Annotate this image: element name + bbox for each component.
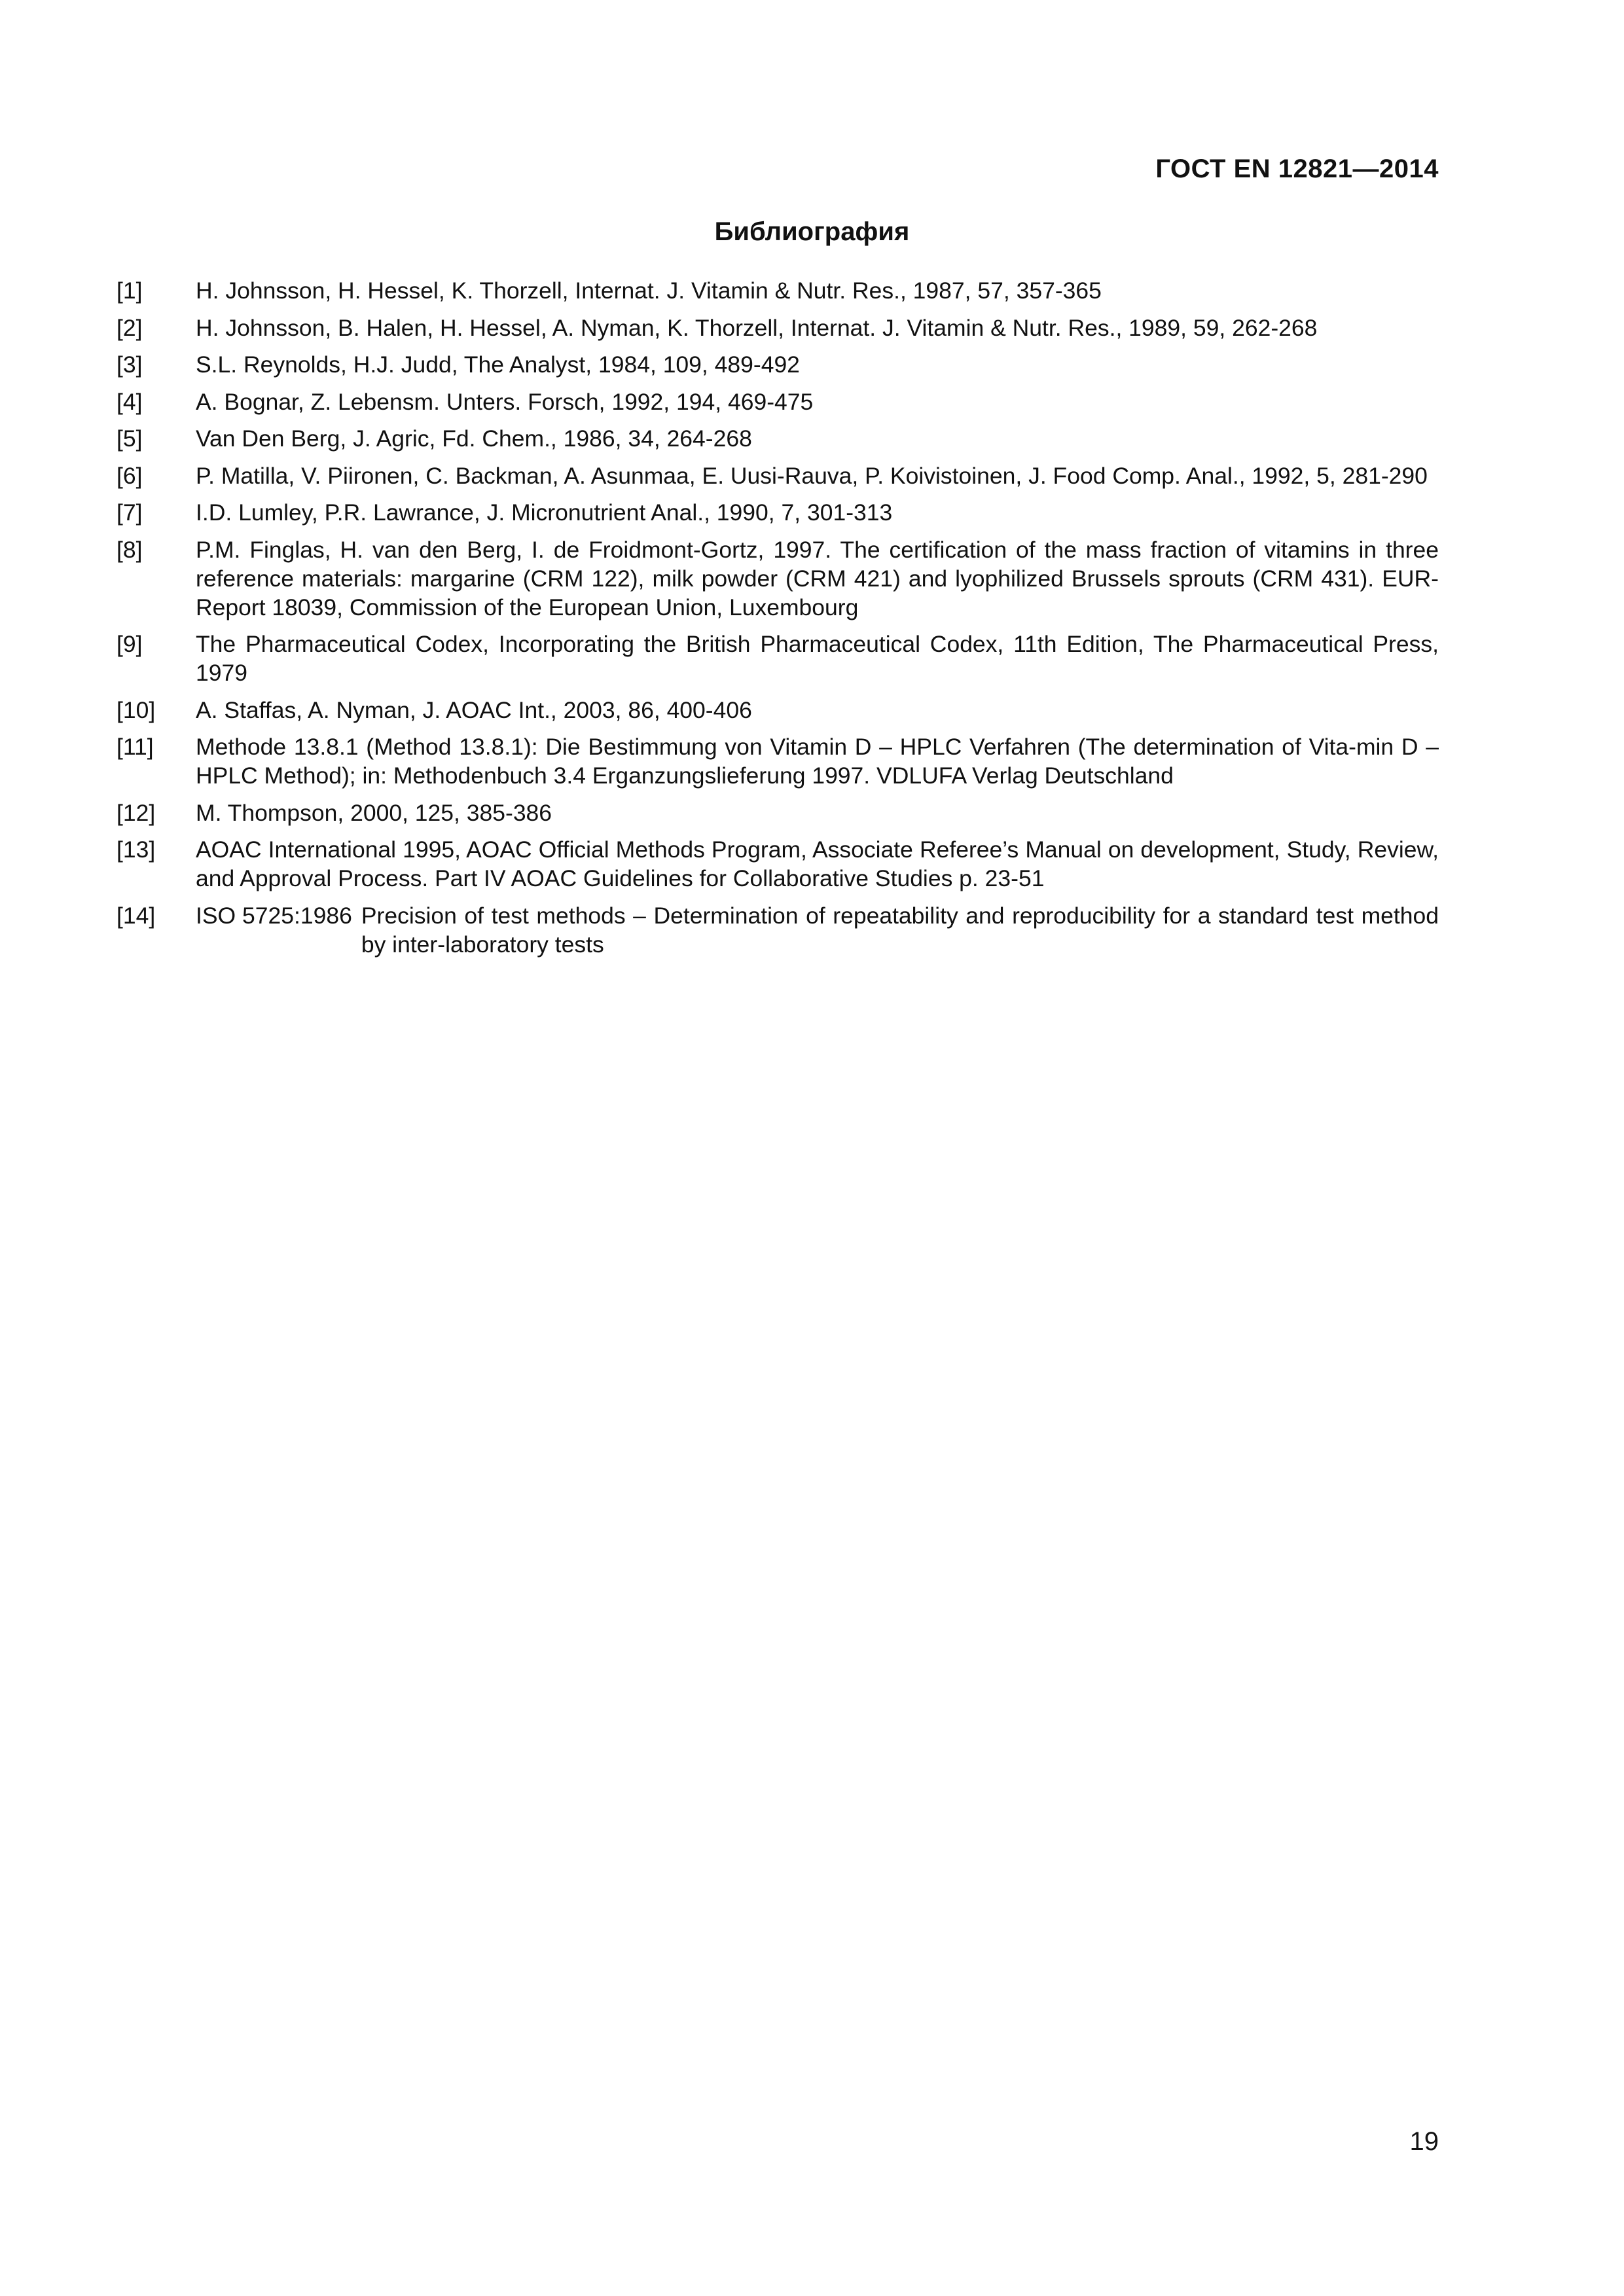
- reference-text: S.L. Reynolds, H.J. Judd, The Analyst, 1984, 109, 489-492: [196, 351, 800, 378]
- reference-number: [14]: [117, 902, 156, 929]
- bibliography-entry: [117, 314, 1439, 342]
- reference-number: [10]: [117, 696, 156, 723]
- reference-text: AOAC International 1995, AOAC Official Methods Program, Associate Referee’s Manual on development, Study, Review, and Approval Process. Part IV AOAC Guidelines for Collaborative Studies p. 23-51: [196, 836, 1439, 891]
- reference-text: [196, 901, 1439, 959]
- bibliography-entry: [117, 798, 1439, 827]
- bibliography-entry: [117, 350, 1439, 379]
- bibliography-entry: [117, 696, 1439, 725]
- bibliography-entry: [117, 732, 1439, 790]
- reference-number: [7]: [117, 499, 143, 526]
- reference-number: [12]: [117, 799, 156, 826]
- reference-text: A. Bognar, Z. Lebensm. Unters. Forsch, 1992, 194, 469-475: [196, 388, 814, 415]
- bibliography-title: Библиография: [714, 217, 910, 246]
- bibliography-entry: [117, 424, 1439, 453]
- iso-standard-code: ISO 5725:1986: [196, 902, 352, 929]
- bibliography-entry: [117, 630, 1439, 687]
- reference-number: [5]: [117, 425, 143, 452]
- reference-number: [9]: [117, 631, 143, 657]
- bibliography-list: [117, 276, 1439, 967]
- reference-text: H. Johnsson, B. Halen, H. Hessel, A. Nyman, K. Thorzell, Internat. J. Vitamin & Nutr. Res., 1989, 59, 262-268: [196, 314, 1318, 341]
- reference-text: I.D. Lumley, P.R. Lawrance, J. Micronutrient Anal., 1990, 7, 301-313: [196, 499, 893, 526]
- reference-text: The Pharmaceutical Codex, Incorporating the British Pharmaceutical Codex, 11th Edition, The Pharmaceutical Press, 1979: [196, 631, 1439, 686]
- bibliography-entry: [117, 901, 1439, 959]
- bibliography-entry: [117, 461, 1439, 490]
- reference-number: [1]: [117, 278, 143, 304]
- bibliography-entry: [117, 535, 1439, 622]
- iso-standard-title: Precision of test methods – Determination of repeatability and reproducibility for a standard test method by inter-laboratory tests: [361, 902, 1439, 958]
- bibliography-entry: [117, 835, 1439, 893]
- page-number: 19: [1409, 2127, 1439, 2156]
- reference-text: Van Den Berg, J. Agric, Fd. Chem., 1986, 34, 264-268: [196, 425, 752, 452]
- document-standard-header: ГОСТ EN 12821—2014: [1155, 154, 1439, 183]
- bibliography-entry: [117, 387, 1439, 416]
- reference-text: P.M. Finglas, H. van den Berg, I. de Froidmont-Gortz, 1997. The certification of the mass fraction of vitamins in three reference materials: margarine (CRM 122), milk powder (CRM 421) and lyophilized Brussels sprouts (CRM 431). EUR-Report 18039, Commission of the European Union, Luxembourg: [196, 536, 1439, 620]
- reference-number: [3]: [117, 351, 143, 378]
- reference-number: [2]: [117, 314, 143, 341]
- reference-number: [11]: [117, 734, 154, 760]
- reference-text: M. Thompson, 2000, 125, 385-386: [196, 799, 552, 826]
- reference-number: [8]: [117, 536, 143, 563]
- reference-text: A. Staffas, A. Nyman, J. AOAC Int., 2003, 86, 400-406: [196, 696, 752, 723]
- reference-number: [4]: [117, 388, 143, 415]
- reference-number: [6]: [117, 462, 143, 489]
- reference-text: H. Johnsson, H. Hessel, K. Thorzell, Internat. J. Vitamin & Nutr. Res., 1987, 57, 357-365: [196, 278, 1102, 304]
- bibliography-entry: [117, 498, 1439, 527]
- reference-text: P. Matilla, V. Piironen, C. Backman, A. Asunmaa, E. Uusi-Rauva, P. Koivistoinen, J. Food Comp. Anal., 1992, 5, 281-290: [196, 462, 1428, 489]
- reference-text: Methode 13.8.1 (Method 13.8.1): Die Bestimmung von Vitamin D – HPLC Verfahren (The determination of Vita-min D – HPLC Method); in: Methodenbuch 3.4 Erganzungslieferung 1997. VDLUFA Verlag Deutschland: [196, 734, 1439, 789]
- bibliography-entry: [117, 276, 1439, 305]
- reference-number: [13]: [117, 836, 156, 863]
